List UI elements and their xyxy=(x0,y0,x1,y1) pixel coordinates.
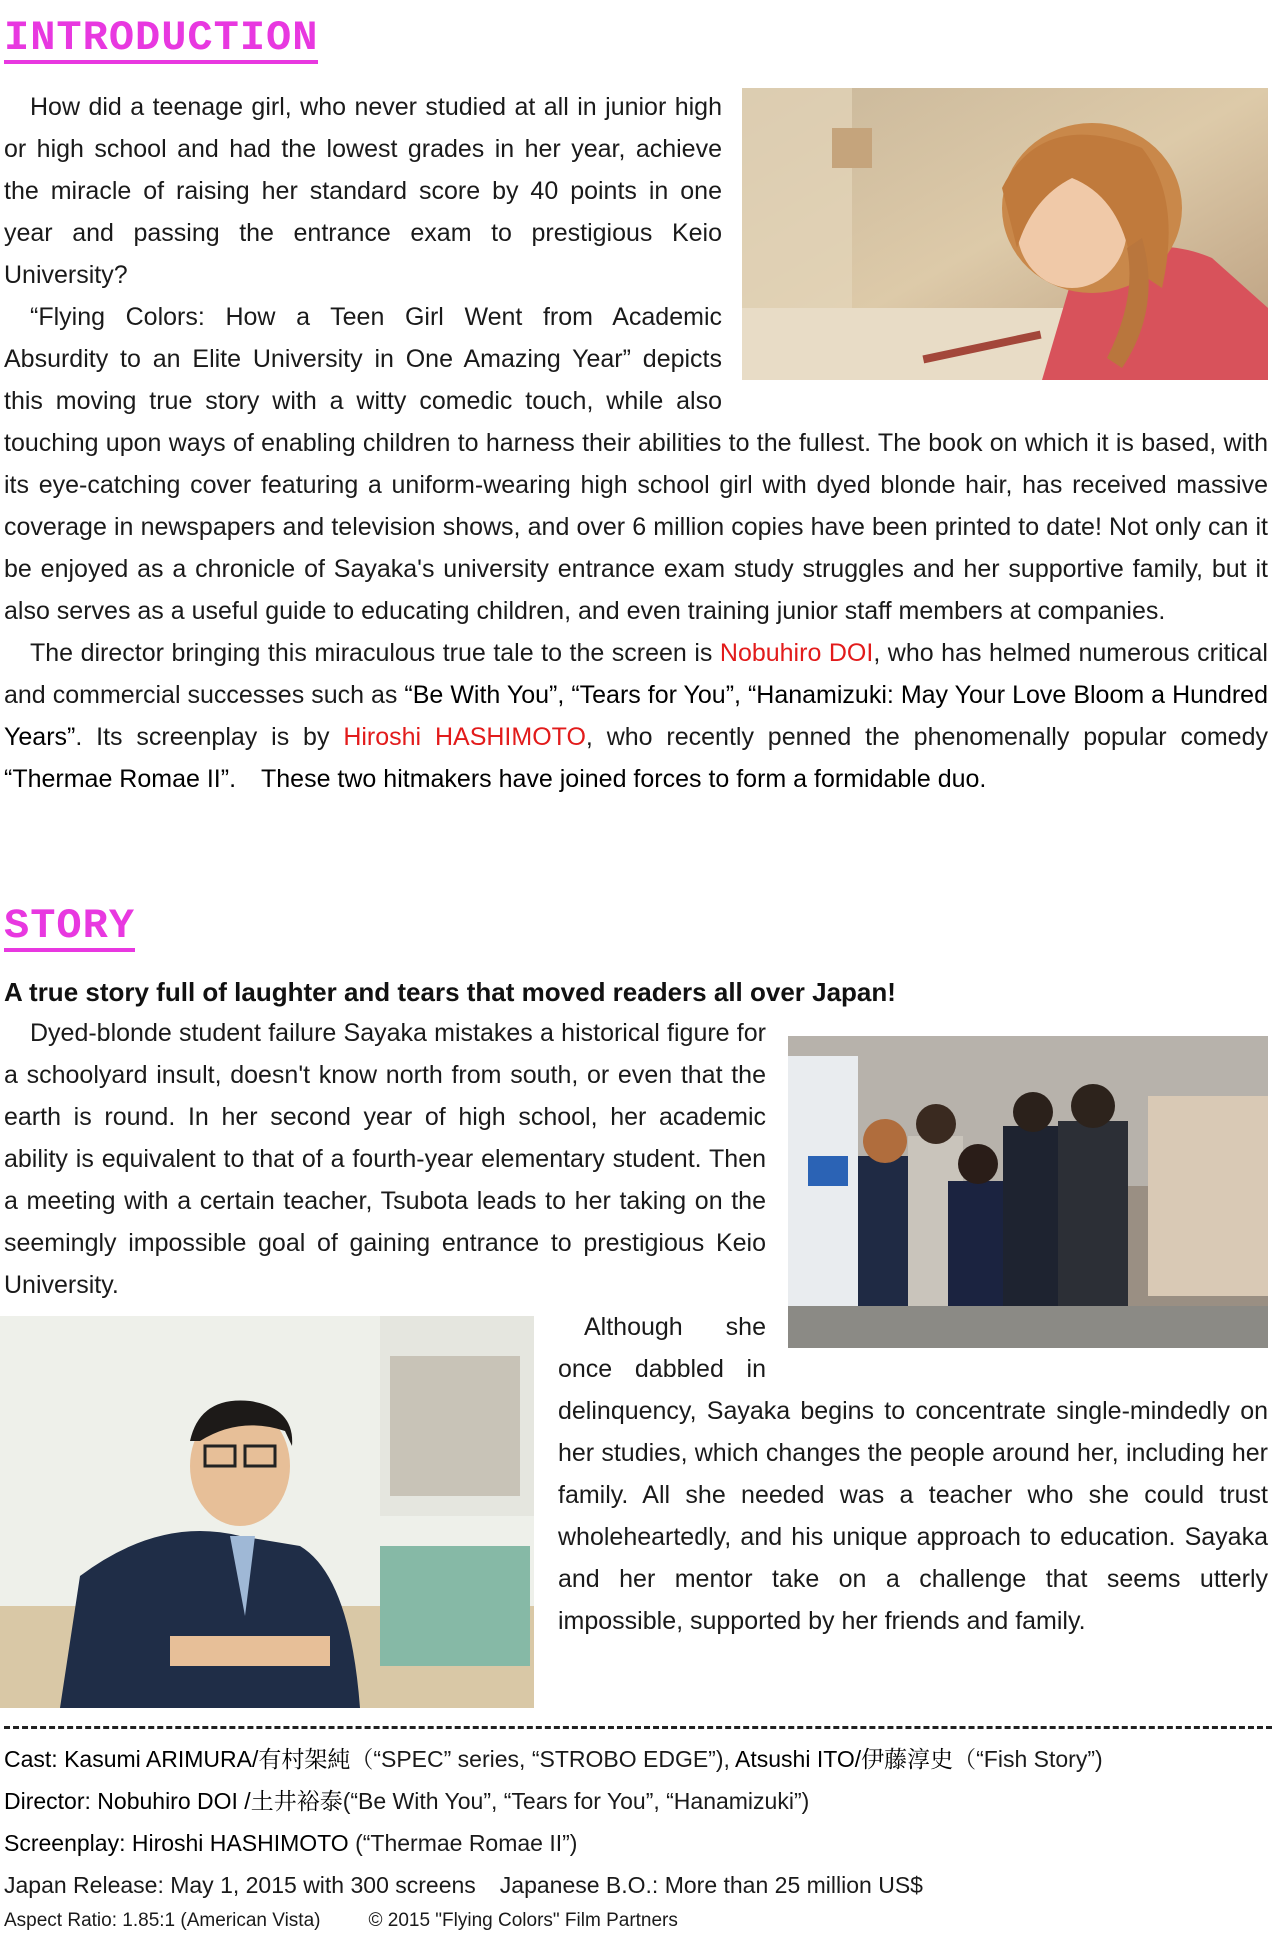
release-info: Japan Release: May 1, 2015 with 300 screens xyxy=(4,1872,476,1898)
director-line xyxy=(4,1780,1268,1822)
box-office-info: Japanese B.O.: More than 25 million US$ xyxy=(499,1872,923,1898)
copyright: © 2015 "Flying Colors" Film Partners xyxy=(368,1910,678,1931)
photo-girl-studying xyxy=(742,88,1268,380)
writer-name-highlight: Hiroshi HASHIMOTO xyxy=(343,723,586,751)
section-divider xyxy=(4,1726,1272,1729)
intro-p3-text-b: , who has helmed numerous critical and commercial successes such as xyxy=(4,639,1268,709)
release-line xyxy=(4,1864,1268,1906)
intro-paragraph-1: How did a teenage girl, who never studied at all in junior high or high school and had the lowest grades in her year, achieve the miracle of raising her standard score by 40 points in one year and passing the entrance exam to prestigious Keio University? xyxy=(4,93,722,289)
comedy-title: “Thermae Romae II” xyxy=(4,765,230,793)
intro-paragraph-2: “Flying Colors: How a Teen Girl Went from Academic Absurdity to an Elite University in One Amazing Year” depicts this moving true story with a witty comedic touch, while also touching upon ways of enabling children to harness their abilities to the fullest. The book on which it is based, with its eye-catching cover featuring a uniform-wearing high school girl with dyed blonde hair, has received massive coverage in newspapers and television shows, and over 6 million copies have been printed to date! Not only can it be enjoyed as a chronicle of Sayaka's university entrance exam study struggles and her supportive family, but it also serves as a useful guide to educating children, and even training junior staff members at companies. xyxy=(4,303,1268,625)
photo-family-group xyxy=(788,1036,1268,1348)
intro-p3-text-e: . These two hitmakers have joined forces to form a formidable duo. xyxy=(229,765,987,793)
director-note: (“Be With You”, “Tears for You”, “Hanamizuki”) xyxy=(342,1788,810,1814)
cast-second: Atsushi ITO/伊藤淳史 xyxy=(735,1746,954,1772)
cast-note-1: （“SPEC” series, “STROBO EDGE”), xyxy=(350,1746,730,1772)
aspect-ratio: Aspect Ratio: 1.85:1 (American Vista) xyxy=(4,1910,321,1931)
story-heading: STORY xyxy=(4,904,135,952)
film-titles: “Be With You”, “Tears for You”, “Hanamizuki: May Your Love Bloom a Hundred Years” xyxy=(4,681,1268,751)
story-paragraph-2: Although she once dabbled in delinquency, Sayaka begins to concentrate single-mindedly on her studies, which changes the people around her, including her family. All she needed was a teacher who she could trust wholeheartedly, and his unique approach to education. Sayaka and her mentor take on a challenge that seems utterly impossible, supported by her friends and family. xyxy=(558,1313,1268,1635)
cast-note-2: （“Fish Story”) xyxy=(953,1746,1103,1772)
story-paragraph-1-text: Dyed-blonde student failure Sayaka mistakes a historical figure for a schoolyard insult, doesn't know north from south, or even that the earth is round. In her second year of high school, her academic ability is equivalent to that of a fourth-year elementary student. Then a meeting with a certain teacher, Tsubota leads to her taking on the seemingly impossible goal of gaining entrance to prestigious Keio University. xyxy=(4,1019,766,1299)
screenplay-line xyxy=(4,1822,1268,1864)
director-name-highlight: Nobuhiro DOI xyxy=(719,639,874,667)
director-label: Director: Nobuhiro DOI /土井裕泰 xyxy=(4,1788,343,1814)
footer-line xyxy=(4,1906,1268,1936)
screenplay-label: Screenplay: Hiroshi HASHIMOTO xyxy=(4,1830,349,1856)
cast-label: Cast: Kasumi ARIMURA/有村架純 xyxy=(4,1746,351,1772)
credits-block xyxy=(4,1738,1268,1936)
introduction-body xyxy=(4,86,1268,800)
intro-paragraph-3 xyxy=(4,632,1268,800)
story-body xyxy=(4,1012,1268,1718)
photo-teacher-at-desk xyxy=(0,1316,534,1708)
intro-p3-text-c: . Its screenplay is by xyxy=(75,723,344,751)
introduction-heading: INTRODUCTION xyxy=(4,16,318,64)
intro-p3-text-d: , who recently penned the phenomenally popular comedy xyxy=(585,723,1268,751)
story-subtitle: A true story full of laughter and tears that moved readers all over Japan! xyxy=(4,977,896,1007)
intro-p3-text-a: The director bringing this miraculous true tale to the screen is xyxy=(30,639,720,667)
cast-line xyxy=(4,1738,1268,1780)
screenplay-note: (“Thermae Romae II”) xyxy=(355,1830,578,1856)
